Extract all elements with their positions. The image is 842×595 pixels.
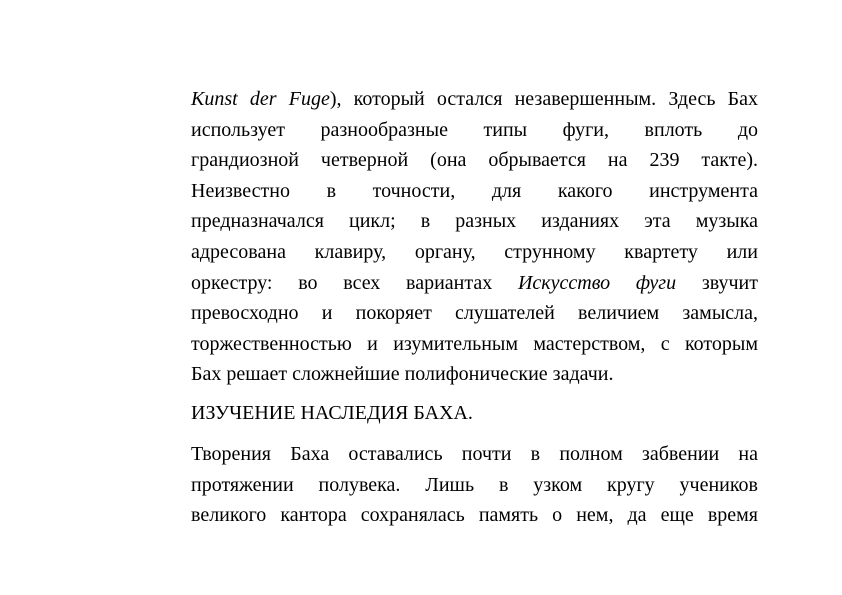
text-line: превосходно и покоряет слушателей величием замысла, xyxy=(191,302,758,325)
text-line: предназначался цикл; в разных изданиях эта музыка xyxy=(191,210,758,233)
text-segment: ), который остался незавершенным. Здесь Бах xyxy=(329,88,758,110)
paragraph-bach-art-of-fugue xyxy=(191,84,758,390)
text-segment: оркестру: во всех вариантах xyxy=(191,271,518,294)
text-line: использует разнообразные типы фуги, вплоть до xyxy=(191,118,758,141)
text-line: адресована клавиру, органу, струнному квартету или xyxy=(191,240,758,263)
text-line xyxy=(191,84,758,115)
text-line: великого кантора сохранялась память о нем, да еще время xyxy=(191,504,758,527)
paragraph-bach-legacy xyxy=(191,439,758,531)
text-line: грандиозной четверной (она обрывается на 239 такте). xyxy=(191,149,758,172)
text-line: Неизвестно в точности, для какого инструмента xyxy=(191,179,758,202)
text-line xyxy=(191,268,758,299)
text-line: Творения Баха оставались почти в полном забвении на xyxy=(191,443,758,465)
text-line: Бах решает сложнейшие полифонические задачи. xyxy=(191,363,614,386)
text-line: протяжении полувека. Лишь в узком кругу учеников xyxy=(191,473,758,496)
italic-title: Kunst der Fuge xyxy=(191,88,330,110)
italic-title: Искусство фуги xyxy=(517,271,677,294)
section-heading: ИЗУЧЕНИЕ НАСЛЕДИЯ БАХА. xyxy=(191,402,473,424)
text-line: торжественностью и изумительным мастерством, с которым xyxy=(191,332,758,355)
text-segment: звучит xyxy=(676,271,759,294)
